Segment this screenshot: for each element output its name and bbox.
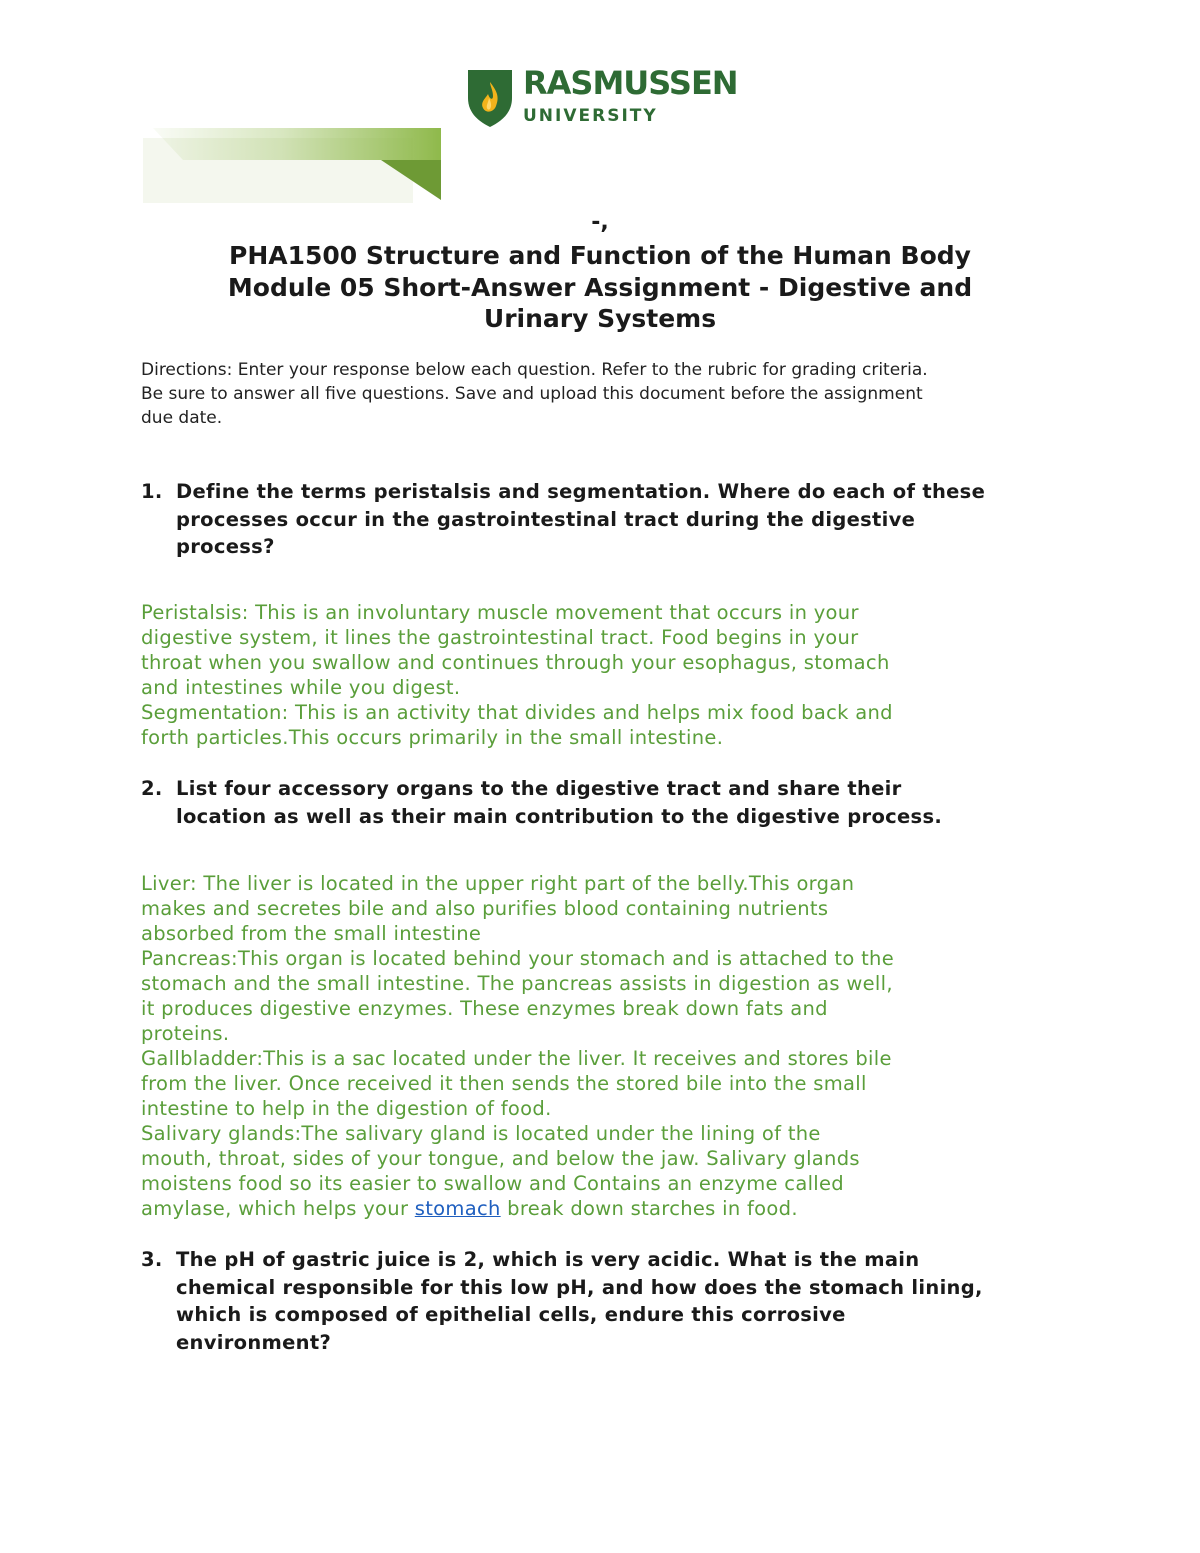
answer-line: moistens food so its easier to swallow and Contains an enzyme called [141, 1172, 844, 1195]
title-line: Module 05 Short-Answer Assignment - Digestive and [227, 272, 973, 302]
answer-line: intestine to help in the digestion of food. [141, 1097, 552, 1120]
question-line: which is composed of epithelial cells, endure this corrosive [176, 1303, 846, 1326]
question-3 [141, 1246, 1061, 1356]
university-logo [466, 64, 738, 130]
question-line: Define the terms peristalsis and segmentation. Where do each of these [176, 480, 986, 503]
answer-line: and intestines while you digest. [141, 676, 461, 699]
answer-line: proteins. [141, 1022, 230, 1045]
answer-line: mouth, throat, sides of your tongue, and below the jaw. Salivary glands [141, 1147, 860, 1170]
stomach-link[interactable]: stomach [414, 1197, 501, 1220]
title-line: Urinary Systems [483, 304, 717, 333]
question-line: environment? [176, 1330, 332, 1354]
answer-line: from the liver. Once received it then sends the stored bile into the small [141, 1072, 867, 1095]
question-2 [141, 775, 1061, 830]
answer-line: digestive system, it lines the gastrointestinal tract. Food begins in your [141, 626, 859, 649]
answer-line: forth particles.This occurs primarily in the small intestine. [141, 726, 724, 749]
question-number: 2. [141, 777, 163, 800]
answer-line: throat when you swallow and continues through your esophagus, stomach [141, 651, 890, 674]
answer-text: break down starches in food. [500, 1197, 798, 1220]
question-line: chemical responsible for this low pH, and how does the stomach lining, [176, 1275, 983, 1299]
answer-line: Peristalsis: This is an involuntary muscle movement that occurs in your [141, 601, 859, 624]
document-title [140, 240, 1060, 335]
question-line: process? [176, 535, 275, 558]
logo-subtitle: UNIVERSITY [523, 106, 658, 126]
directions [141, 358, 1061, 430]
header-mark: -, [591, 210, 609, 235]
answer-line: Segmentation: This is an activity that divides and helps mix food back and [141, 701, 893, 724]
question-1 [141, 478, 1061, 561]
answer-line: it produces digestive enzymes. These enzymes break down fats and [141, 997, 828, 1020]
answer-line: makes and secretes bile and also purifies blood containing nutrients [141, 897, 829, 920]
answer-line: stomach and the small intestine. The pancreas assists in digestion as well, [141, 972, 893, 995]
question-line: List four accessory organs to the digestive tract and share their [176, 777, 902, 800]
question-line: processes occur in the gastrointestinal tract during the digestive [176, 507, 916, 531]
question-line: location as well as their main contribution to the digestive process. [176, 804, 943, 828]
answer-line: Salivary glands:The salivary gland is located under the lining of the [141, 1122, 821, 1145]
answer-line: Gallbladder:This is a sac located under the liver. It receives and stores bile [141, 1047, 892, 1070]
logo-wordmark: RASMUSSEN [523, 64, 738, 102]
header-banner [143, 128, 443, 203]
directions-line: Directions: Enter your response below each question. Refer to the rubric for grading criteria. [141, 360, 928, 380]
shield-flame-icon [466, 68, 514, 128]
question-line: The pH of gastric juice is 2, which is very acidic. What is the main [176, 1248, 920, 1271]
answer-1[interactable] [141, 600, 1071, 750]
directions-line: Be sure to answer all five questions. Save and upload this document before the assignment [141, 384, 923, 404]
answer-line-with-link [141, 1196, 1071, 1221]
answer-2[interactable] [141, 871, 1071, 1221]
answer-line: Pancreas:This organ is located behind your stomach and is attached to the [141, 947, 894, 970]
answer-text: amylase, which helps your [141, 1197, 415, 1220]
answer-line: Liver: The liver is located in the upper right part of the belly.This organ [141, 872, 855, 895]
directions-line: due date. [141, 408, 223, 428]
answer-line: absorbed from the small intestine [141, 922, 482, 945]
question-number: 1. [141, 480, 163, 503]
title-line: PHA1500 Structure and Function of the Human Body [229, 241, 971, 270]
question-number: 3. [141, 1248, 163, 1271]
